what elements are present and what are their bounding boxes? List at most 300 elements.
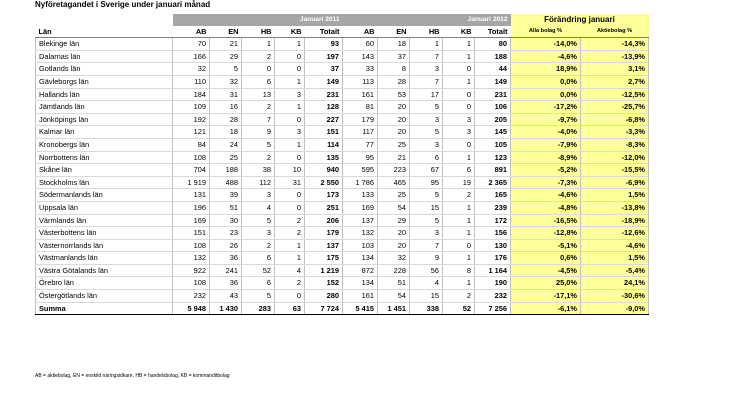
ab-2012: 60 bbox=[343, 38, 378, 51]
totalt-2012: 176 bbox=[475, 252, 511, 265]
hb-2012: 3 bbox=[410, 63, 443, 76]
kb-2012: 19 bbox=[443, 176, 475, 189]
county-name: Jämtlands län bbox=[36, 101, 173, 114]
change-alla-bolag: -4,6% bbox=[511, 189, 581, 202]
hb-2012: 5 bbox=[410, 101, 443, 114]
totalt-2012: 172 bbox=[475, 214, 511, 227]
county-name: Kalmar län bbox=[36, 126, 173, 139]
hb-2012: 7 bbox=[410, 75, 443, 88]
group-change: Förändring januari bbox=[511, 14, 649, 26]
ab-2011: 108 bbox=[173, 151, 210, 164]
change-aktiebolag: -8,3% bbox=[581, 138, 649, 151]
ab-2011: 169 bbox=[173, 214, 210, 227]
hb-2012: 3 bbox=[410, 113, 443, 126]
hb-2011: 112 bbox=[242, 176, 275, 189]
en-2012: 465 bbox=[378, 176, 410, 189]
en-2012: 8 bbox=[378, 63, 410, 76]
county-name: Kronobergs län bbox=[36, 138, 173, 151]
en-2011: 29 bbox=[210, 50, 242, 63]
en-2012: 20 bbox=[378, 239, 410, 252]
table-row bbox=[36, 38, 649, 51]
county-name: Västerbottens län bbox=[36, 227, 173, 240]
change-alla-bolag: -4,0% bbox=[511, 126, 581, 139]
change-alla-bolag: -16,5% bbox=[511, 214, 581, 227]
hb-2012: 338 bbox=[410, 302, 443, 315]
kb-2012: 52 bbox=[443, 302, 475, 315]
county-name: Uppsala län bbox=[36, 201, 173, 214]
county-name: Skåne län bbox=[36, 164, 173, 177]
col-totalt-2011: Totalt bbox=[305, 26, 343, 38]
col-en-2012: EN bbox=[378, 26, 410, 38]
kb-2011: 1 bbox=[275, 38, 305, 51]
table-row bbox=[36, 290, 649, 303]
ab-2011: 184 bbox=[173, 88, 210, 101]
kb-2012: 3 bbox=[443, 113, 475, 126]
en-2012: 28 bbox=[378, 75, 410, 88]
kb-2011: 3 bbox=[275, 126, 305, 139]
en-2011: 241 bbox=[210, 264, 242, 277]
hb-2012: 5 bbox=[410, 189, 443, 202]
change-alla-bolag: -6,1% bbox=[511, 302, 581, 315]
county-name: Örebro län bbox=[36, 277, 173, 290]
ab-2012: 143 bbox=[343, 50, 378, 63]
totalt-2011: 135 bbox=[305, 151, 343, 164]
table-row bbox=[36, 252, 649, 265]
change-aktiebolag: -3,3% bbox=[581, 126, 649, 139]
totalt-2011: 175 bbox=[305, 252, 343, 265]
kb-2012: 1 bbox=[443, 227, 475, 240]
ab-2011: 32 bbox=[173, 63, 210, 76]
hb-2012: 7 bbox=[410, 239, 443, 252]
table-row bbox=[36, 50, 649, 63]
change-aktiebolag: -9,0% bbox=[581, 302, 649, 315]
table-row bbox=[36, 138, 649, 151]
table-row bbox=[36, 264, 649, 277]
totalt-2012: 7 256 bbox=[475, 302, 511, 315]
table-row bbox=[36, 189, 649, 202]
en-2011: 32 bbox=[210, 75, 242, 88]
ab-2012: 169 bbox=[343, 201, 378, 214]
kb-2011: 4 bbox=[275, 264, 305, 277]
county-name: Blekinge län bbox=[36, 38, 173, 51]
change-alla-bolag: -9,7% bbox=[511, 113, 581, 126]
table-row bbox=[36, 176, 649, 189]
ab-2011: 84 bbox=[173, 138, 210, 151]
kb-2011: 1 bbox=[275, 239, 305, 252]
change-aktiebolag: -13,8% bbox=[581, 201, 649, 214]
hb-2011: 13 bbox=[242, 88, 275, 101]
en-2012: 223 bbox=[378, 164, 410, 177]
column-header-row bbox=[36, 26, 649, 38]
ab-2012: 5 415 bbox=[343, 302, 378, 315]
en-2011: 28 bbox=[210, 113, 242, 126]
kb-2011: 10 bbox=[275, 164, 305, 177]
change-aktiebolag: -6,9% bbox=[581, 176, 649, 189]
hb-2011: 4 bbox=[242, 201, 275, 214]
hb-2011: 6 bbox=[242, 277, 275, 290]
totalt-2011: 128 bbox=[305, 101, 343, 114]
change-alla-bolag: -8,9% bbox=[511, 151, 581, 164]
ab-2012: 113 bbox=[343, 75, 378, 88]
en-2011: 36 bbox=[210, 252, 242, 265]
col-aktiebolag: Aktiebolag % bbox=[581, 26, 649, 38]
totalt-2012: 156 bbox=[475, 227, 511, 240]
en-2012: 25 bbox=[378, 189, 410, 202]
kb-2011: 1 bbox=[275, 101, 305, 114]
hb-2012: 1 bbox=[410, 38, 443, 51]
en-2012: 25 bbox=[378, 138, 410, 151]
ab-2011: 108 bbox=[173, 239, 210, 252]
kb-2011: 2 bbox=[275, 227, 305, 240]
change-alla-bolag: 25,0% bbox=[511, 277, 581, 290]
kb-2011: 0 bbox=[275, 113, 305, 126]
kb-2012: 1 bbox=[443, 38, 475, 51]
kb-2011: 2 bbox=[275, 214, 305, 227]
hb-2012: 7 bbox=[410, 50, 443, 63]
table-row bbox=[36, 239, 649, 252]
kb-2012: 1 bbox=[443, 214, 475, 227]
kb-2012: 1 bbox=[443, 75, 475, 88]
totalt-2012: 239 bbox=[475, 201, 511, 214]
col-alla-bolag: Alla bolag % bbox=[511, 26, 581, 38]
hb-2011: 283 bbox=[242, 302, 275, 315]
totalt-2012: 80 bbox=[475, 38, 511, 51]
table-row bbox=[36, 75, 649, 88]
county-name: Värmlands län bbox=[36, 214, 173, 227]
change-aktiebolag: -25,7% bbox=[581, 101, 649, 114]
table-row bbox=[36, 63, 649, 76]
kb-2012: 2 bbox=[443, 189, 475, 202]
table-row bbox=[36, 101, 649, 114]
table-row bbox=[36, 88, 649, 101]
kb-2011: 3 bbox=[275, 88, 305, 101]
kb-2012: 3 bbox=[443, 126, 475, 139]
totalt-2012: 123 bbox=[475, 151, 511, 164]
col-ab-2011: AB bbox=[173, 26, 210, 38]
kb-2012: 0 bbox=[443, 101, 475, 114]
sum-row bbox=[36, 302, 649, 315]
ab-2012: 103 bbox=[343, 239, 378, 252]
en-2012: 20 bbox=[378, 113, 410, 126]
ab-2012: 117 bbox=[343, 126, 378, 139]
totalt-2011: 251 bbox=[305, 201, 343, 214]
change-alla-bolag: 18,9% bbox=[511, 63, 581, 76]
change-aktiebolag: -30,6% bbox=[581, 290, 649, 303]
kb-2011: 0 bbox=[275, 151, 305, 164]
totalt-2011: 280 bbox=[305, 290, 343, 303]
kb-2012: 1 bbox=[443, 151, 475, 164]
hb-2012: 56 bbox=[410, 264, 443, 277]
en-2011: 43 bbox=[210, 290, 242, 303]
ab-2012: 133 bbox=[343, 189, 378, 202]
totalt-2012: 190 bbox=[475, 277, 511, 290]
kb-2011: 1 bbox=[275, 138, 305, 151]
change-alla-bolag: -5,2% bbox=[511, 164, 581, 177]
change-alla-bolag: -7,9% bbox=[511, 138, 581, 151]
totalt-2012: 205 bbox=[475, 113, 511, 126]
en-2011: 1 430 bbox=[210, 302, 242, 315]
group-header-row bbox=[36, 14, 649, 26]
table-row bbox=[36, 214, 649, 227]
hb-2012: 17 bbox=[410, 88, 443, 101]
page-title: Nyföretagandet i Sverige under januari månad bbox=[35, 0, 211, 9]
en-2012: 51 bbox=[378, 277, 410, 290]
hb-2011: 6 bbox=[242, 75, 275, 88]
ab-2011: 121 bbox=[173, 126, 210, 139]
kb-2011: 0 bbox=[275, 63, 305, 76]
change-alla-bolag: -17,2% bbox=[511, 101, 581, 114]
hb-2012: 6 bbox=[410, 151, 443, 164]
change-aktiebolag: 1,5% bbox=[581, 252, 649, 265]
totalt-2011: 173 bbox=[305, 189, 343, 202]
hb-2011: 9 bbox=[242, 126, 275, 139]
en-2011: 51 bbox=[210, 201, 242, 214]
county-name: Västernorrlands län bbox=[36, 239, 173, 252]
kb-2012: 0 bbox=[443, 63, 475, 76]
change-aktiebolag: 1,5% bbox=[581, 189, 649, 202]
change-alla-bolag: -4,8% bbox=[511, 201, 581, 214]
totalt-2011: 197 bbox=[305, 50, 343, 63]
en-2011: 16 bbox=[210, 101, 242, 114]
kb-2012: 0 bbox=[443, 88, 475, 101]
en-2011: 31 bbox=[210, 88, 242, 101]
hb-2011: 52 bbox=[242, 264, 275, 277]
en-2012: 21 bbox=[378, 151, 410, 164]
totalt-2011: 231 bbox=[305, 88, 343, 101]
ab-2011: 5 948 bbox=[173, 302, 210, 315]
en-2011: 25 bbox=[210, 151, 242, 164]
hb-2011: 2 bbox=[242, 151, 275, 164]
totalt-2012: 1 164 bbox=[475, 264, 511, 277]
ab-2011: 131 bbox=[173, 189, 210, 202]
county-name: Södermanlands län bbox=[36, 189, 173, 202]
kb-2012: 8 bbox=[443, 264, 475, 277]
kb-2012: 6 bbox=[443, 164, 475, 177]
group-year-2012: Januari 2012 bbox=[343, 14, 511, 26]
totalt-2012: 105 bbox=[475, 138, 511, 151]
ab-2011: 232 bbox=[173, 290, 210, 303]
hb-2011: 1 bbox=[242, 38, 275, 51]
en-2012: 37 bbox=[378, 50, 410, 63]
ab-2011: 70 bbox=[173, 38, 210, 51]
change-alla-bolag: -12,8% bbox=[511, 227, 581, 240]
ab-2012: 33 bbox=[343, 63, 378, 76]
totalt-2011: 1 219 bbox=[305, 264, 343, 277]
en-2011: 24 bbox=[210, 138, 242, 151]
table-row bbox=[36, 126, 649, 139]
totalt-2012: 2 365 bbox=[475, 176, 511, 189]
ab-2011: 109 bbox=[173, 101, 210, 114]
change-alla-bolag: -17,1% bbox=[511, 290, 581, 303]
change-alla-bolag: 0,0% bbox=[511, 88, 581, 101]
col-en-2011: EN bbox=[210, 26, 242, 38]
col-ab-2012: AB bbox=[343, 26, 378, 38]
change-aktiebolag: 2,7% bbox=[581, 75, 649, 88]
totalt-2012: 106 bbox=[475, 101, 511, 114]
totalt-2011: 149 bbox=[305, 75, 343, 88]
kb-2011: 63 bbox=[275, 302, 305, 315]
en-2012: 53 bbox=[378, 88, 410, 101]
totalt-2011: 206 bbox=[305, 214, 343, 227]
ab-2012: 161 bbox=[343, 88, 378, 101]
hb-2011: 5 bbox=[242, 138, 275, 151]
statistics-table bbox=[35, 14, 649, 315]
group-blank bbox=[36, 14, 173, 26]
ab-2012: 134 bbox=[343, 252, 378, 265]
change-aktiebolag: -15,5% bbox=[581, 164, 649, 177]
county-name: Hallands län bbox=[36, 88, 173, 101]
totalt-2011: 93 bbox=[305, 38, 343, 51]
en-2012: 18 bbox=[378, 38, 410, 51]
totalt-2012: 232 bbox=[475, 290, 511, 303]
hb-2011: 6 bbox=[242, 252, 275, 265]
change-aktiebolag: 24,1% bbox=[581, 277, 649, 290]
totalt-2011: 227 bbox=[305, 113, 343, 126]
hb-2012: 15 bbox=[410, 201, 443, 214]
hb-2011: 2 bbox=[242, 101, 275, 114]
en-2012: 54 bbox=[378, 290, 410, 303]
table-row bbox=[36, 277, 649, 290]
table-row bbox=[36, 164, 649, 177]
county-name: Västra Götalands län bbox=[36, 264, 173, 277]
hb-2011: 5 bbox=[242, 290, 275, 303]
hb-2012: 9 bbox=[410, 252, 443, 265]
kb-2012: 0 bbox=[443, 239, 475, 252]
en-2012: 29 bbox=[378, 214, 410, 227]
kb-2012: 2 bbox=[443, 290, 475, 303]
en-2011: 5 bbox=[210, 63, 242, 76]
totalt-2012: 188 bbox=[475, 50, 511, 63]
ab-2012: 81 bbox=[343, 101, 378, 114]
totalt-2011: 179 bbox=[305, 227, 343, 240]
hb-2012: 5 bbox=[410, 126, 443, 139]
totalt-2012: 130 bbox=[475, 239, 511, 252]
totalt-2011: 152 bbox=[305, 277, 343, 290]
change-alla-bolag: -5,1% bbox=[511, 239, 581, 252]
col-lan: Län bbox=[36, 26, 173, 38]
ab-2012: 132 bbox=[343, 227, 378, 240]
change-alla-bolag: 0,6% bbox=[511, 252, 581, 265]
totalt-2011: 151 bbox=[305, 126, 343, 139]
footnote: AB = aktiebolag, EN = enskild näringsidkare, HB = handelsbolag, KB = kommanditbolag bbox=[35, 373, 230, 379]
en-2011: 30 bbox=[210, 214, 242, 227]
kb-2011: 1 bbox=[275, 75, 305, 88]
hb-2011: 0 bbox=[242, 63, 275, 76]
kb-2012: 0 bbox=[443, 138, 475, 151]
ab-2011: 166 bbox=[173, 50, 210, 63]
totalt-2011: 114 bbox=[305, 138, 343, 151]
en-2011: 188 bbox=[210, 164, 242, 177]
totalt-2011: 7 724 bbox=[305, 302, 343, 315]
kb-2012: 1 bbox=[443, 277, 475, 290]
change-aktiebolag: -4,6% bbox=[581, 239, 649, 252]
totalt-2012: 165 bbox=[475, 189, 511, 202]
col-totalt-2012: Totalt bbox=[475, 26, 511, 38]
totalt-2012: 149 bbox=[475, 75, 511, 88]
hb-2011: 2 bbox=[242, 50, 275, 63]
ab-2012: 1 786 bbox=[343, 176, 378, 189]
kb-2012: 1 bbox=[443, 252, 475, 265]
en-2011: 488 bbox=[210, 176, 242, 189]
ab-2011: 196 bbox=[173, 201, 210, 214]
en-2011: 36 bbox=[210, 277, 242, 290]
change-aktiebolag: -5,4% bbox=[581, 264, 649, 277]
col-hb-2012: HB bbox=[410, 26, 443, 38]
hb-2011: 3 bbox=[242, 227, 275, 240]
ab-2011: 151 bbox=[173, 227, 210, 240]
ab-2011: 192 bbox=[173, 113, 210, 126]
table-row bbox=[36, 201, 649, 214]
en-2011: 39 bbox=[210, 189, 242, 202]
ab-2012: 77 bbox=[343, 138, 378, 151]
totalt-2012: 44 bbox=[475, 63, 511, 76]
totalt-2011: 37 bbox=[305, 63, 343, 76]
kb-2011: 31 bbox=[275, 176, 305, 189]
county-name: Östergötlands län bbox=[36, 290, 173, 303]
kb-2011: 2 bbox=[275, 277, 305, 290]
ab-2011: 110 bbox=[173, 75, 210, 88]
hb-2012: 95 bbox=[410, 176, 443, 189]
county-name: Summa bbox=[36, 302, 173, 315]
en-2012: 20 bbox=[378, 227, 410, 240]
change-aktiebolag: -14,3% bbox=[581, 38, 649, 51]
en-2011: 23 bbox=[210, 227, 242, 240]
hb-2011: 2 bbox=[242, 239, 275, 252]
ab-2011: 108 bbox=[173, 277, 210, 290]
col-kb-2011: KB bbox=[275, 26, 305, 38]
hb-2011: 38 bbox=[242, 164, 275, 177]
change-aktiebolag: 3,1% bbox=[581, 63, 649, 76]
hb-2011: 7 bbox=[242, 113, 275, 126]
ab-2011: 922 bbox=[173, 264, 210, 277]
col-kb-2012: KB bbox=[443, 26, 475, 38]
totalt-2012: 231 bbox=[475, 88, 511, 101]
en-2011: 18 bbox=[210, 126, 242, 139]
totalt-2012: 891 bbox=[475, 164, 511, 177]
hb-2012: 67 bbox=[410, 164, 443, 177]
totalt-2012: 145 bbox=[475, 126, 511, 139]
change-alla-bolag: -4,6% bbox=[511, 50, 581, 63]
hb-2011: 3 bbox=[242, 189, 275, 202]
county-name: Norrbottens län bbox=[36, 151, 173, 164]
kb-2011: 0 bbox=[275, 201, 305, 214]
kb-2012: 1 bbox=[443, 201, 475, 214]
change-aktiebolag: -6,8% bbox=[581, 113, 649, 126]
totalt-2011: 940 bbox=[305, 164, 343, 177]
en-2011: 21 bbox=[210, 38, 242, 51]
ab-2011: 1 919 bbox=[173, 176, 210, 189]
change-alla-bolag: -14,0% bbox=[511, 38, 581, 51]
change-aktiebolag: -12,0% bbox=[581, 151, 649, 164]
hb-2012: 3 bbox=[410, 227, 443, 240]
county-name: Stockholms län bbox=[36, 176, 173, 189]
en-2012: 228 bbox=[378, 264, 410, 277]
en-2012: 54 bbox=[378, 201, 410, 214]
county-name: Gävleborgs län bbox=[36, 75, 173, 88]
col-hb-2011: HB bbox=[242, 26, 275, 38]
ab-2012: 872 bbox=[343, 264, 378, 277]
en-2012: 20 bbox=[378, 126, 410, 139]
change-aktiebolag: -13,9% bbox=[581, 50, 649, 63]
ab-2012: 134 bbox=[343, 277, 378, 290]
totalt-2011: 137 bbox=[305, 239, 343, 252]
change-aktiebolag: -18,9% bbox=[581, 214, 649, 227]
ab-2012: 161 bbox=[343, 290, 378, 303]
ab-2011: 704 bbox=[173, 164, 210, 177]
change-alla-bolag: 0,0% bbox=[511, 75, 581, 88]
table-row bbox=[36, 113, 649, 126]
table-row bbox=[36, 151, 649, 164]
